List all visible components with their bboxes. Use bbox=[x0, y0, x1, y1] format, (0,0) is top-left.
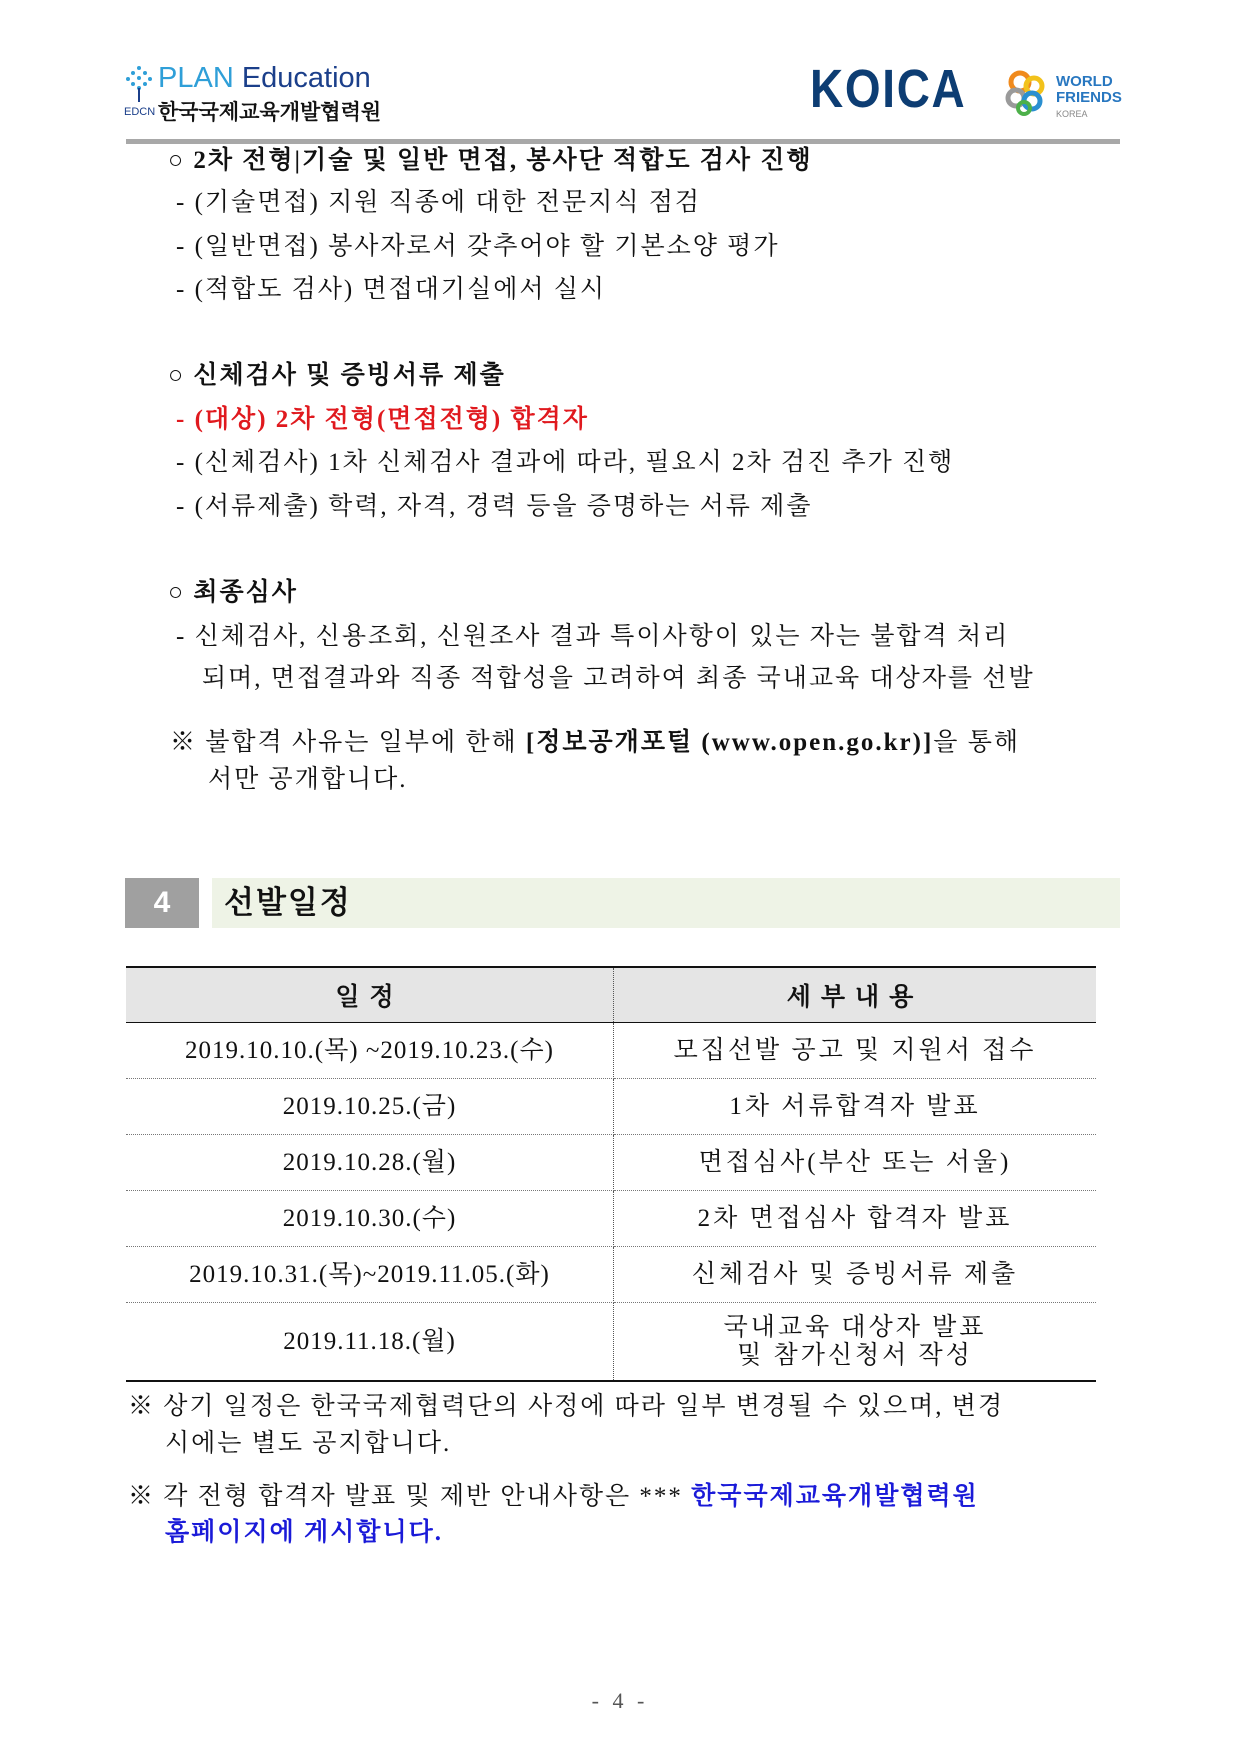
institute-homepage-link[interactable]: 한국국제교육개발협력원 bbox=[691, 1483, 979, 1510]
cell-detail-line2: 및 참가신청서 작성 bbox=[737, 1341, 973, 1369]
cell-detail: 2차 면접심사 합격자 발표 bbox=[614, 1191, 1097, 1247]
schedule-table bbox=[126, 966, 1096, 1382]
tree-dots-icon bbox=[124, 64, 154, 104]
cell-detail bbox=[614, 1303, 1097, 1382]
header-divider bbox=[126, 139, 1120, 144]
b2-item: - (서류제출) 학력, 자격, 경력 등을 증명하는 서류 제출 bbox=[176, 493, 813, 520]
b1-item: - (기술면접) 지원 직종에 대한 전문지식 점검 bbox=[176, 189, 702, 216]
page-number: - 4 - bbox=[591, 1688, 649, 1713]
cell-date: 2019.10.30.(수) bbox=[126, 1191, 614, 1247]
cell-date: 2019.11.18.(월) bbox=[126, 1303, 614, 1382]
b1-item: - (적합도 검사) 면접대기실에서 실시 bbox=[176, 276, 607, 303]
note-announcement-line2: 홈페이지에 게시합니다. bbox=[165, 1519, 444, 1546]
note-suffix: 을 통해 bbox=[933, 729, 1020, 756]
header-details: 세부내용 bbox=[614, 967, 1097, 1023]
b3-title: ○ 최종심사 bbox=[168, 579, 298, 606]
table-row bbox=[126, 1023, 1096, 1079]
flower-icon bbox=[1002, 68, 1050, 118]
note-schedule-line2: 시에는 별도 공지합니다. bbox=[165, 1430, 452, 1457]
table-header-row bbox=[126, 967, 1096, 1023]
b1-title: ○ 2차 전형|기술 및 일반 면접, 봉사단 적합도 검사 진행 bbox=[168, 147, 813, 174]
note-prefix: ※ 불합격 사유는 일부에 한해 bbox=[170, 729, 526, 756]
world-friends-logo bbox=[1002, 66, 1122, 126]
note-announcement bbox=[128, 1482, 979, 1512]
b3-item: - 신체검사, 신용조회, 신원조사 결과 특이사항이 있는 자는 불합격 처리 bbox=[176, 623, 1010, 650]
b1-item: - (일반면접) 봉사자로서 갖추어야 할 기본소양 평가 bbox=[176, 233, 780, 260]
section-title: 선발일정 bbox=[224, 885, 352, 920]
cell-date: 2019.10.10.(목) ~2019.10.23.(수) bbox=[126, 1023, 614, 1079]
logo-korea: KOREA bbox=[1056, 109, 1088, 119]
note-disclosure-line2: 서만 공개합니다. bbox=[208, 766, 408, 793]
b3-item: 되며, 면접결과와 직종 적합성을 고려하여 최종 국내교육 대상자를 선발 bbox=[202, 665, 1035, 692]
note-disclosure bbox=[170, 728, 1020, 758]
table-row bbox=[126, 1079, 1096, 1135]
b2-item: - (신체검사) 1차 신체검사 결과에 따라, 필요시 2차 검진 추가 진행 bbox=[176, 449, 955, 476]
cell-detail: 신체검사 및 증빙서류 제출 bbox=[614, 1247, 1097, 1303]
table-row bbox=[126, 1135, 1096, 1191]
cell-date: 2019.10.31.(목)~2019.11.05.(화) bbox=[126, 1247, 614, 1303]
table-row bbox=[126, 1191, 1096, 1247]
logo-edcn: EDCN bbox=[124, 106, 156, 118]
table-row bbox=[126, 1247, 1096, 1303]
b2-title: ○ 신체검사 및 증빙서류 제출 bbox=[168, 362, 506, 389]
cell-detail: 면접심사(부산 또는 서울) bbox=[614, 1135, 1097, 1191]
logo-korean: 한국국제교육개발협력원 bbox=[158, 101, 382, 124]
note-announcement-prefix: ※ 각 전형 합격자 발표 및 제반 안내사항은 *** bbox=[128, 1483, 692, 1510]
cell-detail: 모집선발 공고 및 지원서 접수 bbox=[614, 1023, 1097, 1079]
cell-detail-line1: 국내교육 대상자 발표 bbox=[723, 1313, 987, 1341]
logo-friends: FRIENDS bbox=[1056, 89, 1122, 106]
logo-education: Education bbox=[241, 62, 371, 94]
logo-world: WORLD bbox=[1056, 73, 1113, 90]
b2-highlight: - (대상) 2차 전형(면접전형) 합격자 bbox=[176, 406, 589, 433]
koica-logo: KOICA bbox=[810, 59, 967, 119]
note-schedule: ※ 상기 일정은 한국국제협력단의 사정에 따라 일부 변경될 수 있으며, 변경 bbox=[128, 1393, 1005, 1420]
cell-date: 2019.10.28.(월) bbox=[126, 1135, 614, 1191]
cell-date: 2019.10.25.(금) bbox=[126, 1079, 614, 1135]
open-portal-link[interactable]: [정보공개포털 (www.open.go.kr)] bbox=[525, 729, 934, 756]
header-date: 일정 bbox=[126, 967, 614, 1023]
logo-plan: PLAN bbox=[158, 62, 234, 94]
table-row bbox=[126, 1303, 1096, 1382]
cell-detail: 1차 서류합격자 발표 bbox=[614, 1079, 1097, 1135]
section-number: 4 bbox=[125, 878, 199, 928]
